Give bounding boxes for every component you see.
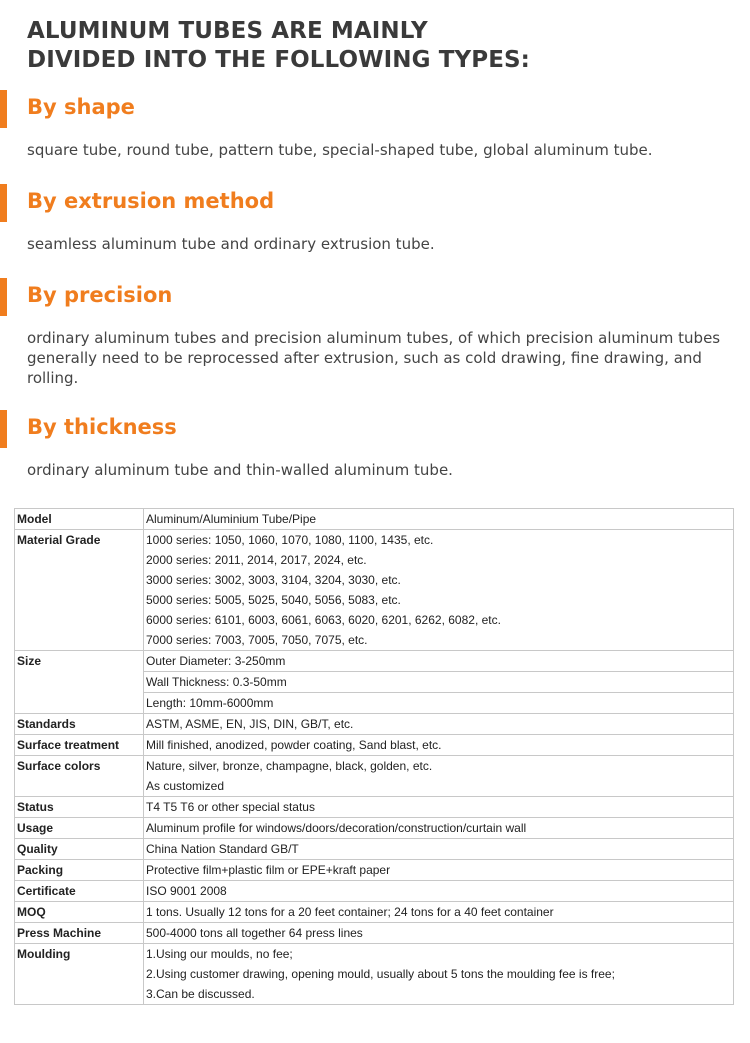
table-row [15, 509, 734, 530]
table-row [15, 651, 734, 672]
row-value: 1 tons. Usually 12 tons for a 20 feet container; 24 tons for a 40 feet container [144, 902, 734, 923]
section-text: seamless aluminum tube and ordinary extrusion tube. [27, 235, 435, 253]
row-label: Standards [15, 714, 144, 735]
page-title [27, 17, 727, 75]
table-row [15, 881, 734, 902]
section-heading: By extrusion method [27, 189, 275, 213]
row-value: China Nation Standard GB/T [144, 839, 734, 860]
table-row [15, 756, 734, 797]
row-label: Material Grade [15, 530, 144, 651]
row-label: Quality [15, 839, 144, 860]
row-value: Nature, silver, bronze, champagne, black, golden, etc. As customized [144, 756, 734, 797]
table-row [15, 860, 734, 881]
section-text: square tube, round tube, pattern tube, special-shaped tube, global aluminum tube. [27, 141, 653, 159]
row-value: Wall Thickness: 0.3-50mm [144, 672, 734, 693]
row-value: Aluminum/Aluminium Tube/Pipe [144, 509, 734, 530]
row-value: 1000 series: 1050, 1060, 1070, 1080, 1100, 1435, etc. 2000 series: 2011, 2014, 2017, 2024, etc. 3000 series: 3002, 3003, 3104, 3204, 3030, etc. 5000 series: 5005, 5025, 5040, 5056, 5083, etc. 6000 series: 6101, 6003, 6061, 6063, 6020, 6201, 6262, 6082, etc. 7000 series: 7003, 7005, 7050, 7075, etc. [144, 530, 734, 651]
row-label: Usage [15, 818, 144, 839]
section-heading: By precision [27, 283, 173, 307]
row-label: Surface treatment [15, 735, 144, 756]
row-value: Aluminum profile for windows/doors/decoration/construction/curtain wall [144, 818, 734, 839]
table-row [15, 818, 734, 839]
table-row [15, 530, 734, 651]
row-value: 500-4000 tons all together 64 press lines [144, 923, 734, 944]
specification-table [14, 508, 734, 1005]
row-value: Length: 10mm-6000mm [144, 693, 734, 714]
row-value: Mill finished, anodized, powder coating, Sand blast, etc. [144, 735, 734, 756]
table-row [15, 839, 734, 860]
table-row [15, 735, 734, 756]
table-row [15, 714, 734, 735]
row-label: Moulding [15, 944, 144, 1005]
row-value: ISO 9001 2008 [144, 881, 734, 902]
section-heading: By thickness [27, 415, 177, 439]
table-row [15, 902, 734, 923]
row-label: Certificate [15, 881, 144, 902]
row-value: ASTM, ASME, EN, JIS, DIN, GB/T, etc. [144, 714, 734, 735]
row-value: Outer Diameter: 3-250mm [144, 651, 734, 672]
row-label: Size [15, 651, 144, 714]
section-text: ordinary aluminum tube and thin-walled aluminum tube. [27, 461, 453, 479]
row-value: T4 T5 T6 or other special status [144, 797, 734, 818]
row-label: Surface colors [15, 756, 144, 797]
row-label: Packing [15, 860, 144, 881]
section-accent-bar [0, 410, 7, 448]
row-value: Protective film+plastic film or EPE+kraft paper [144, 860, 734, 881]
section-accent-bar [0, 90, 7, 128]
section-heading: By shape [27, 95, 135, 119]
row-label: Model [15, 509, 144, 530]
page-title-line-2: DIVIDED INTO THE FOLLOWING TYPES: [27, 47, 530, 73]
table-row [15, 923, 734, 944]
table-row [15, 797, 734, 818]
row-label: MOQ [15, 902, 144, 923]
page-title-line-1: ALUMINUM TUBES ARE MAINLY [27, 18, 428, 44]
section-accent-bar [0, 278, 7, 316]
row-label: Press Machine [15, 923, 144, 944]
table-row [15, 944, 734, 1005]
section-accent-bar [0, 184, 7, 222]
row-label: Status [15, 797, 144, 818]
section-text: ordinary aluminum tubes and precision aluminum tubes, of which precision aluminum tubes generally need to be reprocessed after extrusion, such as cold drawing, fine drawing, and rolling. [27, 329, 721, 387]
row-value: 1.Using our moulds, no fee; 2.Using customer drawing, opening mould, usually about 5 tons the moulding fee is free; 3.Can be discussed. [144, 944, 734, 1005]
